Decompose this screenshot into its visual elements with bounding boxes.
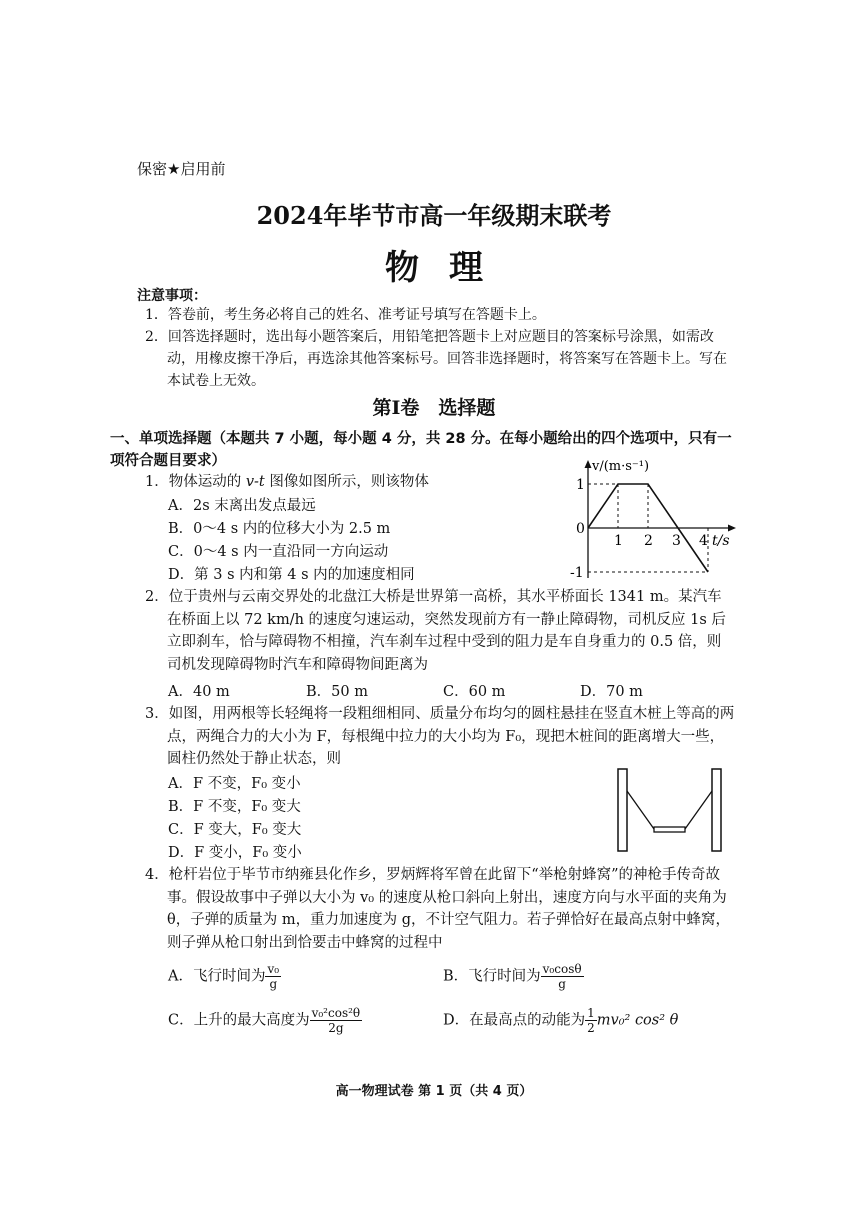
q1-option-a: A．2s 末离出发点最远: [168, 498, 316, 514]
y-tick-1: 1: [576, 477, 585, 493]
q2-option-d: D．70 m: [580, 684, 643, 700]
right-rope: [685, 791, 712, 829]
q4-b-fraction: $\frac{\text{v₀cosθ}}{g}$: [542, 962, 582, 991]
q4-c-fraction: $\frac{\text{v₀²cos²θ}}{2g}$: [311, 1006, 361, 1035]
x-tick-3: 3: [672, 533, 681, 549]
page-footer: 高一物理试卷 第 1 页（共 4 页）: [335, 1084, 533, 1099]
exam-title: 2024年毕节市高一年级期末联考: [256, 201, 612, 230]
q2-option-a: A．40 m: [168, 684, 230, 700]
q4-stem: 4．枪杆岩位于毕节市纳雍县化作乡，罗炳辉将军曾在此留下“举枪射蜂窝”的神枪手传奇故事。假设故事中子弹以大小为 v₀ 的速度从枪口斜向上射出，速度方向与水平面的夹角为 θ，子弹的质量为 m，重力加速度为 g，不计空气阻力。若子弹恰好在最高点射中蜂窝，则子弹从枪口射出到恰要击中蜂窝的过程中: [145, 867, 730, 951]
y-tick-0: 0: [576, 521, 585, 537]
q3-stem: 3．如图，用两根等长轻绳将一段粗细相同、质量分布均匀的圆柱悬挂在竖直木桩上等高的两点，两绳合力的大小为 F，每根绳中拉力的大小均为 F₀，现把木桩间的距离增大一些，圆柱仍然处于静止状态，则: [145, 706, 735, 767]
confidential-label: 保密★启用前: [137, 160, 226, 178]
q4-d-fraction: $\frac{1}{2}$: [587, 1006, 595, 1035]
q2-option-c: C．60 m: [443, 684, 506, 700]
x-tick-4: 4: [699, 533, 708, 549]
y-axis-arrow: [585, 460, 592, 468]
note-item-2: 2．回答选择题时，选出每小题答案后，用铅笔把答题卡上对应题目的答案标号涂黑，如需改动，用橡皮擦干净后，再选涂其他答案标号。回答非选择题时，将答案写在答题卡上。写在本试卷上无效。: [145, 329, 727, 389]
q4-option-a: A．飞行时间为 $\frac{\text{v₀}}{g}$: [168, 962, 280, 991]
x-tick-2: 2: [644, 533, 653, 549]
x-axis-arrow: [728, 525, 736, 532]
y-tick-neg1: -1: [570, 565, 584, 581]
q4-option-d: D．在最高点的动能为 $\frac{1}{2}$ mv₀² cos² θ: [443, 1006, 679, 1035]
right-post: [712, 769, 721, 851]
note-item-1: 1．答卷前，考生务必将自己的姓名、准考证号填写在答题卡上。: [145, 307, 546, 323]
part-one-heading: 一、单项选择题（本题共 7 小题，每小题 4 分，共 28 分。在每小题给出的四个选项中，只有一项符合题目要求）: [110, 431, 732, 469]
q1-option-d: D．第 3 s 内和第 4 s 内的加速度相同: [168, 567, 415, 583]
q4-a-fraction: $\frac{\text{v₀}}{g}$: [267, 962, 280, 991]
q1-stem: 1．物体运动的 v-t 图像如图所示，则该物体: [145, 474, 429, 490]
cylinder-figure: [612, 765, 727, 855]
q2-stem: 2．位于贵州与云南交界处的北盘江大桥是世界第一高桥，其水平桥面长 1341 m。某汽车在桥面上以 72 km/h 的速度匀速运动，突然发现前方有一静止障碍物，司机反应 1s 后立即刹车，恰与障碍物不相撞，汽车刹车过程中受到的阻力是车自身重力的 0.5 倍，则司机发现障碍物时汽车和障碍物间距离为: [145, 589, 726, 673]
left-post: [618, 769, 627, 851]
q2-option-b: B．50 m: [306, 684, 368, 700]
y-axis-label: v/(m·s⁻¹): [592, 459, 650, 474]
q1-option-c: C．0～4 s 内一直沿同一方向运动: [168, 544, 389, 560]
q3-option-a: A．F 不变，F₀ 变小: [168, 776, 301, 792]
x-axis-label: t/s: [712, 533, 730, 549]
section-title: 第Ⅰ卷 选择题: [372, 397, 496, 419]
q4-option-b: B．飞行时间为 $\frac{\text{v₀cosθ}}{g}$: [443, 962, 582, 991]
vt-graph: [560, 452, 740, 587]
notes-heading: 注意事项：: [137, 288, 207, 304]
cylinder: [654, 827, 685, 832]
subject-title: 物理: [385, 248, 513, 288]
x-tick-1: 1: [614, 533, 623, 549]
q3-option-c: C．F 变大，F₀ 变大: [168, 822, 302, 838]
q4-option-c: C．上升的最大高度为 $\frac{\text{v₀²cos²θ}}{2g}$: [168, 1006, 361, 1035]
q1-option-b: B．0～4 s 内的位移大小为 2.5 m: [168, 521, 391, 537]
q3-option-d: D．F 变小，F₀ 变小: [168, 845, 302, 861]
q3-option-b: B．F 不变，F₀ 变大: [168, 799, 301, 815]
left-rope: [627, 791, 654, 829]
